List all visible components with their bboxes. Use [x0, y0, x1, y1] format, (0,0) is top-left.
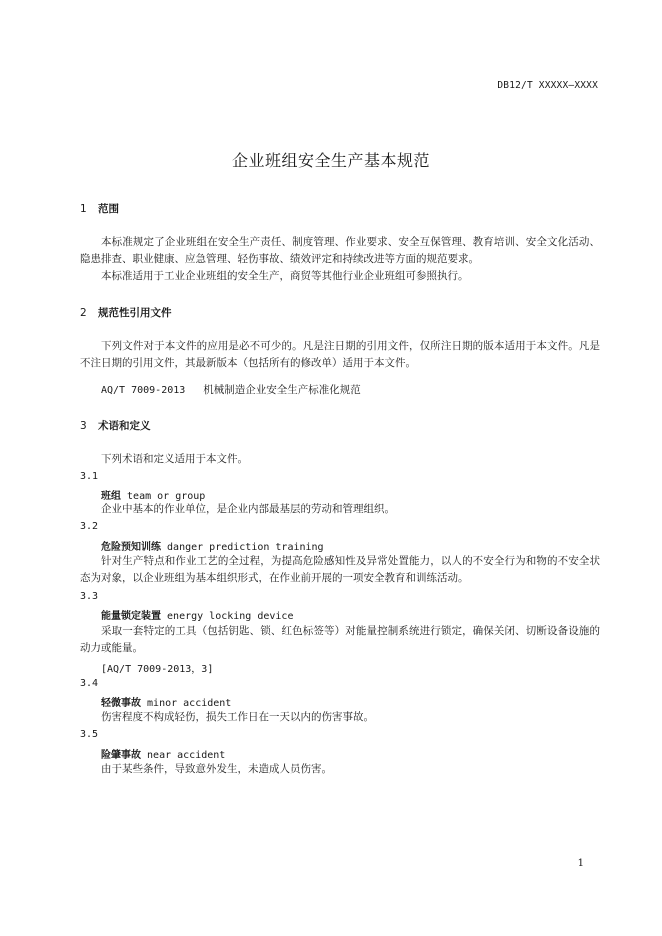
term-en: minor accident	[147, 698, 232, 709]
section-title: 术语和定义	[98, 420, 151, 432]
term-zh: 险肇事故	[101, 750, 141, 761]
term-zh: 轻微事故	[101, 698, 141, 709]
section-1-heading	[80, 201, 119, 216]
term-number: 3.3	[80, 591, 99, 602]
term-number: 3.5	[80, 729, 99, 740]
term-en: team or group	[127, 491, 206, 502]
term-zh: 班组	[101, 491, 121, 502]
term-en: danger prediction training	[167, 542, 324, 553]
term-definition: 企业中基本的作业单位，是企业内部最基层的劳动和管理组织。	[101, 503, 395, 515]
term-heading	[101, 538, 324, 553]
section-number: 1	[80, 203, 87, 215]
document-code: DB12/T XXXXX—XXXX	[497, 80, 598, 91]
term-heading	[101, 746, 225, 761]
scope-paragraph-2: 本标准适用于工业企业班组的安全生产，商贸等其他行业企业班组可参照执行。	[101, 270, 469, 282]
term-en: energy locking device	[167, 611, 294, 622]
terms-intro: 下列术语和定义适用于本文件。	[101, 453, 248, 465]
term-zh: 能量锁定装置	[101, 611, 161, 622]
normative-references-paragraph: 下列文件对于本文件的应用是必不可少的。凡是注日期的引用文件，仅所注日期的版本适用于本文件。凡是不注日期的引用文件，其最新版本（包括所有的修改单）适用于本文件。	[80, 340, 600, 369]
term-definition: 由于某些条件，导致意外发生，未造成人员伤害。	[101, 763, 332, 775]
reference-entry	[101, 382, 361, 397]
term-heading	[101, 487, 205, 502]
term-number: 3.1	[80, 471, 99, 482]
section-number: 2	[80, 307, 87, 319]
term-definition: 采取一套特定的工具（包括钥匙、锁、红色标签等）对能量控制系统进行锁定，确保关闭、切断设备设施的动力或能量。	[80, 625, 600, 654]
term-number: 3.4	[80, 678, 99, 689]
scope-paragraph-1: 本标准规定了企业班组在安全生产责任、制度管理、作业要求、安全互保管理、教育培训、安全文化活动、隐患排查、职业健康、应急管理、轻伤事故、绩效评定和持续改进等方面的规范要求。	[80, 236, 600, 265]
term-heading	[101, 694, 231, 709]
term-definition: 针对生产特点和作业工艺的全过程，为提高危险感知性及异常处置能力，以人的不安全行为和物的不安全状态为对象，以企业班组为基本组织形式，在作业前开展的一项安全教育和训练活动。	[80, 555, 600, 584]
term-definition: 伤害程度不构成轻伤，损失工作日在一天以内的伤害事故。	[101, 711, 374, 723]
section-title: 范围	[98, 203, 119, 215]
reference-code: AQ/T 7009-2013	[101, 385, 186, 396]
section-2-heading	[80, 305, 172, 320]
page-number: 1	[577, 858, 584, 869]
term-heading	[101, 607, 293, 622]
section-title: 规范性引用文件	[98, 307, 172, 319]
section-3-heading	[80, 418, 151, 433]
document-title: 企业班组安全生产基本规范	[231, 151, 430, 170]
term-en: near accident	[147, 750, 226, 761]
term-source: [AQ/T 7009-2013，3]	[101, 664, 214, 675]
section-number: 3	[80, 420, 87, 432]
term-number: 3.2	[80, 521, 99, 532]
reference-title: 机械制造企业安全生产标准化规范	[203, 384, 361, 396]
term-zh: 危险预知训练	[101, 542, 161, 553]
